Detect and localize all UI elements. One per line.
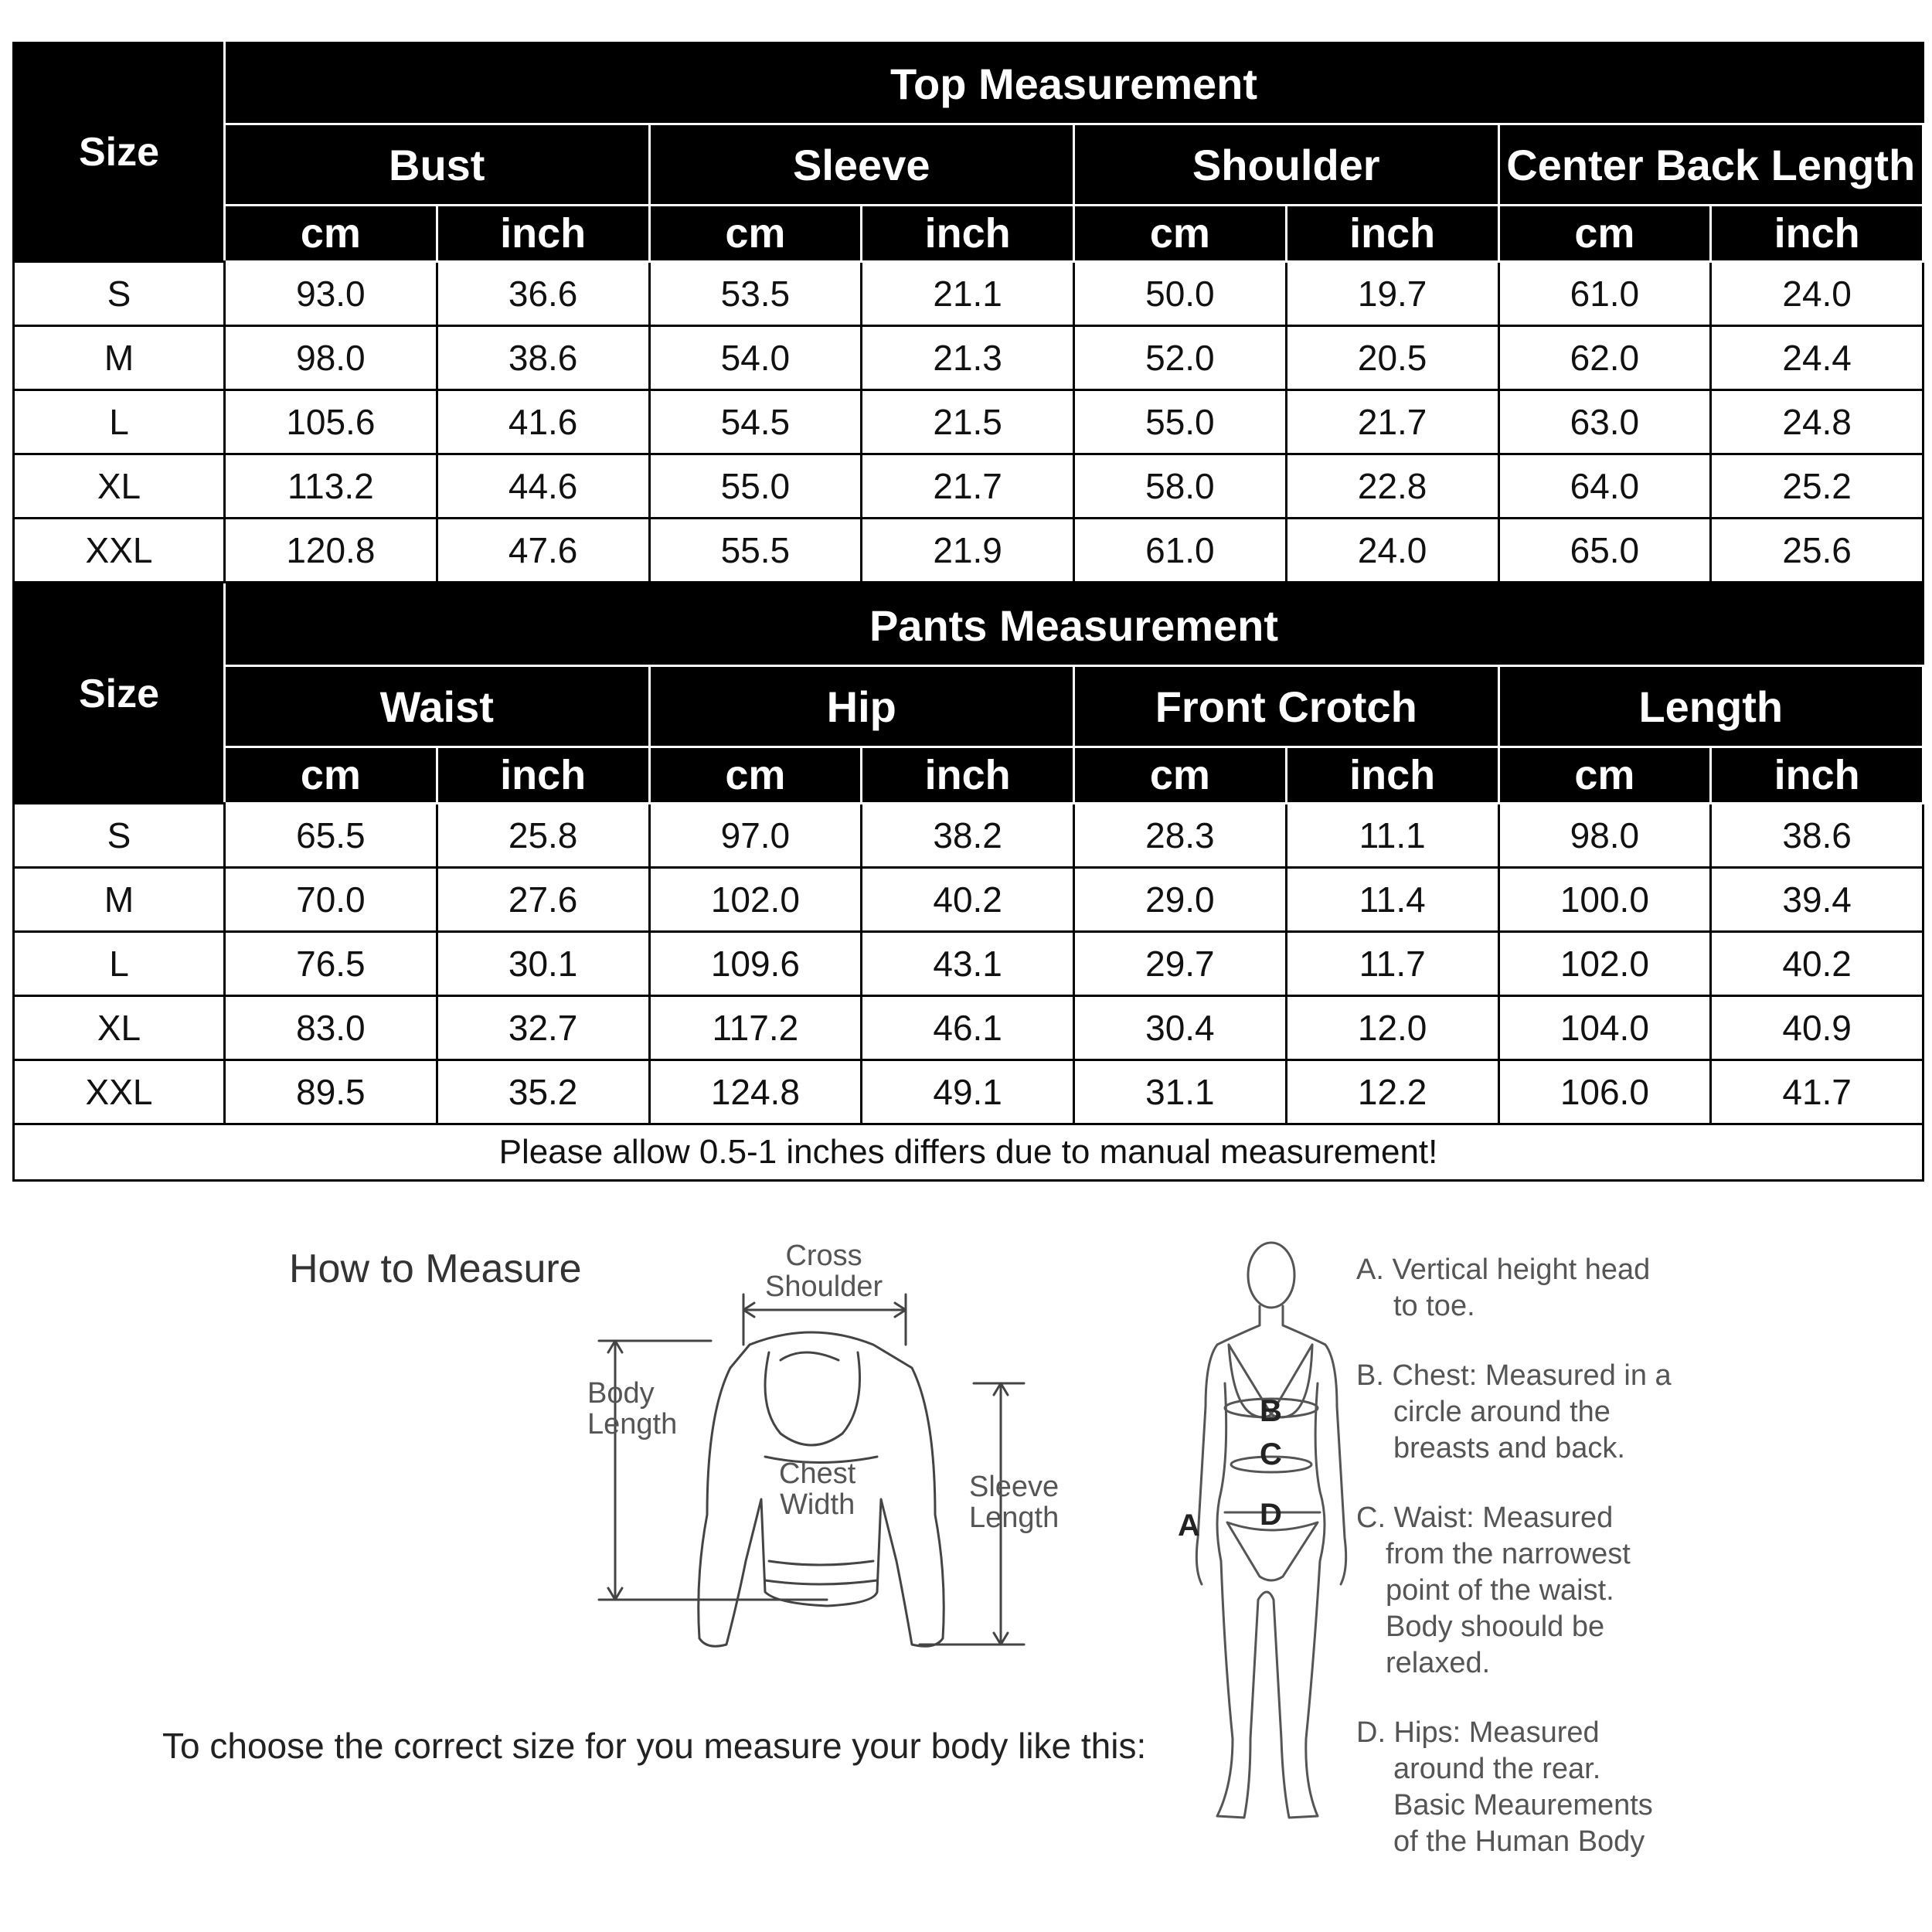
step-line: Body shoould be [1386,1611,1605,1643]
value-cell: 40.2 [862,868,1074,932]
unit-header: cm [225,206,437,262]
value-cell: 24.4 [1711,326,1923,390]
size-header: Size [14,43,225,262]
value-cell: 106.0 [1498,1060,1711,1124]
step-heading: C. Waist: Measured [1356,1502,1614,1534]
value-cell: 21.7 [1286,390,1498,454]
unit-header: inch [437,747,649,804]
value-cell: 20.5 [1286,326,1498,390]
step-heading: B. Chest: Measured in a [1356,1359,1672,1392]
group-header: Bust [225,124,650,206]
unit-header: inch [1711,747,1923,804]
value-cell: 41.7 [1711,1060,1923,1124]
group-header: Center Back Length [1498,124,1923,206]
table-row [14,262,1923,326]
value-cell: 44.6 [437,454,649,519]
value-cell: 11.7 [1286,932,1498,996]
size-cell: S [14,262,225,326]
table-row [14,804,1923,868]
label-line: Length [969,1501,1060,1534]
sleeve-length-label [969,1472,1059,1534]
unit-header: inch [862,206,1074,262]
size-cell: XL [14,454,225,519]
value-cell: 100.0 [1498,868,1711,932]
value-cell: 61.0 [1074,519,1287,583]
marker-c: C [1260,1437,1282,1471]
measurement-note: Please allow 0.5-1 inches differs due to manual measurement! [14,1124,1923,1181]
value-cell: 38.2 [862,804,1074,868]
label-line: Length [587,1407,678,1440]
label-line: Body [587,1377,655,1410]
value-cell: 40.2 [1711,932,1923,996]
unit-header: cm [1498,747,1711,804]
value-cell: 27.6 [437,868,649,932]
value-cell: 38.6 [1711,804,1923,868]
value-cell: 54.0 [649,326,862,390]
step-line: to toe. [1393,1290,1475,1322]
measurement-steps [1356,1252,1913,1893]
value-cell: 53.5 [649,262,862,326]
step-a [1356,1252,1913,1325]
table-row [14,868,1923,932]
value-cell: 36.6 [437,262,649,326]
value-cell: 117.2 [649,996,862,1060]
unit-header: inch [1286,747,1498,804]
table-row [14,454,1923,519]
value-cell: 65.5 [225,804,437,868]
value-cell: 24.0 [1711,262,1923,326]
value-cell: 12.2 [1286,1060,1498,1124]
table-row [14,996,1923,1060]
table-row [14,1060,1923,1124]
value-cell: 70.0 [225,868,437,932]
value-cell: 19.7 [1286,262,1498,326]
value-cell: 35.2 [437,1060,649,1124]
value-cell: 49.1 [862,1060,1074,1124]
value-cell: 21.1 [862,262,1074,326]
label-line: Chest [779,1458,856,1490]
step-line: point of the waist. [1386,1574,1614,1607]
group-header: Front Crotch [1074,666,1499,747]
step-line: breasts and back. [1393,1432,1625,1464]
unit-header: cm [1498,206,1711,262]
value-cell: 39.4 [1711,868,1923,932]
value-cell: 21.3 [862,326,1074,390]
label-line: Shoulder [765,1270,883,1303]
label-line: Width [780,1488,855,1521]
value-cell: 102.0 [1498,932,1711,996]
unit-header: inch [1711,206,1923,262]
label-line: Cross [785,1240,862,1272]
size-cell: M [14,868,225,932]
size-header: Size [14,585,225,804]
value-cell: 11.4 [1286,868,1498,932]
value-cell: 98.0 [225,326,437,390]
value-cell: 12.0 [1286,996,1498,1060]
value-cell: 11.1 [1286,804,1498,868]
value-cell: 97.0 [649,804,862,868]
value-cell: 55.0 [649,454,862,519]
size-cell: XL [14,996,225,1060]
value-cell: 31.1 [1074,1060,1287,1124]
value-cell: 21.5 [862,390,1074,454]
table-row [14,390,1923,454]
value-cell: 55.0 [1074,390,1287,454]
value-cell: 65.0 [1498,519,1711,583]
value-cell: 63.0 [1498,390,1711,454]
size-cell: XXL [14,519,225,583]
unit-header: inch [862,747,1074,804]
step-line: circle around the [1393,1396,1611,1428]
value-cell: 61.0 [1498,262,1711,326]
step-b [1356,1358,1913,1467]
value-cell: 30.1 [437,932,649,996]
value-cell: 24.8 [1711,390,1923,454]
chest-width-label [779,1459,855,1521]
value-cell: 41.6 [437,390,649,454]
value-cell: 83.0 [225,996,437,1060]
pants-measurement-table [12,583,1924,1182]
unit-header: inch [437,206,649,262]
value-cell: 105.6 [225,390,437,454]
body-length-label [587,1379,677,1440]
value-cell: 124.8 [649,1060,862,1124]
value-cell: 29.0 [1074,868,1287,932]
group-header: Waist [225,666,650,747]
unit-header: cm [1074,206,1287,262]
value-cell: 104.0 [1498,996,1711,1060]
unit-header: inch [1286,206,1498,262]
step-d [1356,1715,1913,1860]
value-cell: 64.0 [1498,454,1711,519]
step-line: of the Human Body [1393,1825,1645,1858]
value-cell: 28.3 [1074,804,1287,868]
table-row [14,932,1923,996]
value-cell: 24.0 [1286,519,1498,583]
step-c [1356,1500,1913,1682]
step-line: Basic Meaurements [1393,1789,1653,1821]
value-cell: 62.0 [1498,326,1711,390]
value-cell: 40.9 [1711,996,1923,1060]
value-cell: 30.4 [1074,996,1287,1060]
size-cell: XXL [14,1060,225,1124]
value-cell: 58.0 [1074,454,1287,519]
value-cell: 43.1 [862,932,1074,996]
value-cell: 120.8 [225,519,437,583]
note-row [14,1124,1923,1181]
unit-header: cm [225,747,437,804]
value-cell: 109.6 [649,932,862,996]
group-header: Length [1498,666,1923,747]
value-cell: 21.9 [862,519,1074,583]
value-cell: 38.6 [437,326,649,390]
size-cell: L [14,390,225,454]
value-cell: 25.6 [1711,519,1923,583]
value-cell: 98.0 [1498,804,1711,868]
step-line: relaxed. [1386,1647,1491,1679]
size-cell: L [14,932,225,996]
cross-shoulder-label [765,1241,883,1303]
value-cell: 93.0 [225,262,437,326]
group-header: Sleeve [649,124,1074,206]
group-header: Hip [649,666,1074,747]
value-cell: 76.5 [225,932,437,996]
marker-d: D [1260,1498,1282,1532]
value-cell: 46.1 [862,996,1074,1060]
unit-header: cm [1074,747,1287,804]
table-row [14,519,1923,583]
marker-a: A [1178,1509,1200,1543]
value-cell: 52.0 [1074,326,1287,390]
size-cell: S [14,804,225,868]
value-cell: 32.7 [437,996,649,1060]
table-title: Top Measurement [225,43,1923,124]
unit-header: cm [649,206,862,262]
value-cell: 54.5 [649,390,862,454]
step-heading: A. Vertical height head [1356,1253,1651,1286]
value-cell: 21.7 [862,454,1074,519]
value-cell: 55.5 [649,519,862,583]
value-cell: 113.2 [225,454,437,519]
unit-header: cm [649,747,862,804]
value-cell: 22.8 [1286,454,1498,519]
table-row [14,326,1923,390]
step-line: from the narrowest [1386,1538,1631,1570]
step-heading: D. Hips: Measured [1356,1716,1600,1749]
how-to-measure-title: How to Measure [289,1247,582,1291]
value-cell: 47.6 [437,519,649,583]
label-line: Sleeve [969,1471,1060,1503]
value-cell: 89.5 [225,1060,437,1124]
table-title: Pants Measurement [225,585,1923,666]
size-cell: M [14,326,225,390]
value-cell: 29.7 [1074,932,1287,996]
value-cell: 50.0 [1074,262,1287,326]
top-measurement-table [12,42,1924,583]
group-header: Shoulder [1074,124,1499,206]
value-cell: 25.8 [437,804,649,868]
value-cell: 102.0 [649,868,862,932]
marker-b: B [1260,1394,1282,1428]
measure-instruction: To choose the correct size for you measure your body like this: [162,1726,1147,1766]
step-line: around the rear. [1393,1753,1601,1785]
value-cell: 25.2 [1711,454,1923,519]
